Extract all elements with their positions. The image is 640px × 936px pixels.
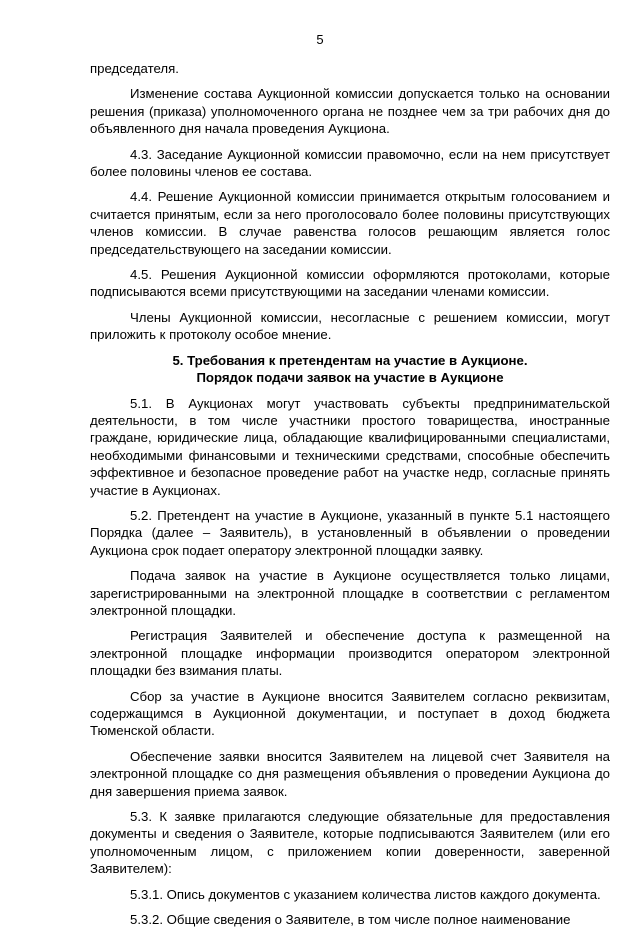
paragraph-submission: Подача заявок на участие в Аукционе осуществляется только лицами, зарегистрированными на электронной площадке в соответствии с регламентом электронной площадки. <box>90 568 610 618</box>
paragraph-5-2: 5.2. Претендент на участие в Аукционе, указанный в пункте 5.1 настоящего Порядка (далее – Заявитель), в установленный в объявлении о проведении Аукциона срок подает оператору электронной площадки заявку. <box>90 507 610 558</box>
paragraph-continuation: председателя. <box>90 61 179 76</box>
paragraph-5-3-2: 5.3.2. Общие сведения о Заявителе, в том числе полное наименование <box>130 912 571 928</box>
section-5-heading <box>90 352 610 387</box>
paragraph-5-3-1: 5.3.1. Опись документов с указанием количества листов каждого документа. <box>130 886 601 902</box>
paragraph-4-5: 4.5. Решения Аукционной комиссии оформляются протоколами, которые подписываются всеми присутствующими на заседании членами комиссии. <box>90 267 610 300</box>
document-body <box>90 60 610 936</box>
paragraph-4-2: Изменение состава Аукционной комиссии допускается только на основании решения (приказа) уполномоченного органа не позднее чем за три рабочих дня до объявленного дня начала проведения Аукциона. <box>90 86 610 137</box>
paragraph-security: Обеспечение заявки вносится Заявителем на лицевой счет Заявителя на электронной площадке со дня размещения объявления о проведении Аукциона до дня завершения приема заявок. <box>90 748 610 799</box>
paragraph-dissent: Члены Аукционной комиссии, несогласные с решением комиссии, могут приложить к протоколу особое мнение. <box>90 309 610 343</box>
section-5-heading-line2: Порядок подачи заявок на участие в Аукционе <box>196 370 504 386</box>
paragraph-fee: Сбор за участие в Аукционе вносится Заявителем согласно реквизитам, содержащимся в Аукционной документации, и поступает в доход бюджета Тюменской области. <box>90 688 610 739</box>
paragraph-4-3: 4.3. Заседание Аукционной комиссии правомочно, если на нем присутствует более половины членов ее состава. <box>90 146 610 180</box>
paragraph-5-3: 5.3. К заявке прилагаются следующие обязательные для предоставления документы и сведения о Заявителе, которые подписываются Заявителем (или его уполномоченным лицом, с приложением копии доверенности, заверенной Заявителем): <box>90 809 610 877</box>
paragraph-4-4: 4.4. Решение Аукционной комиссии принимается открытым голосованием и считается принятым, если за него проголосовало более половины присутствующих членов комиссии. В случае равенства голосов решающим является голос председательствующего на заседании комиссии. <box>90 189 610 257</box>
paragraph-5-1: 5.1. В Аукционах могут участвовать субъекты предпринимательской деятельности, в том числе участники простого товарищества, иностранные граждане, юридические лица, обладающие квалифицированными специалистами, необходимыми финансовыми и техническими средствами, способные обеспечить эффективное и безопасное проведение работ на участке недр, согласные принять участие в Аукционах. <box>90 395 610 498</box>
page-number: 5 <box>316 32 324 47</box>
section-5-heading-line1: 5. Требования к претендентам на участие в Аукционе. <box>172 352 528 368</box>
paragraph-registration: Регистрация Заявителей и обеспечение доступа к размещенной на электронной площадке информации производится оператором электронной площадки без взимания платы. <box>90 628 610 679</box>
